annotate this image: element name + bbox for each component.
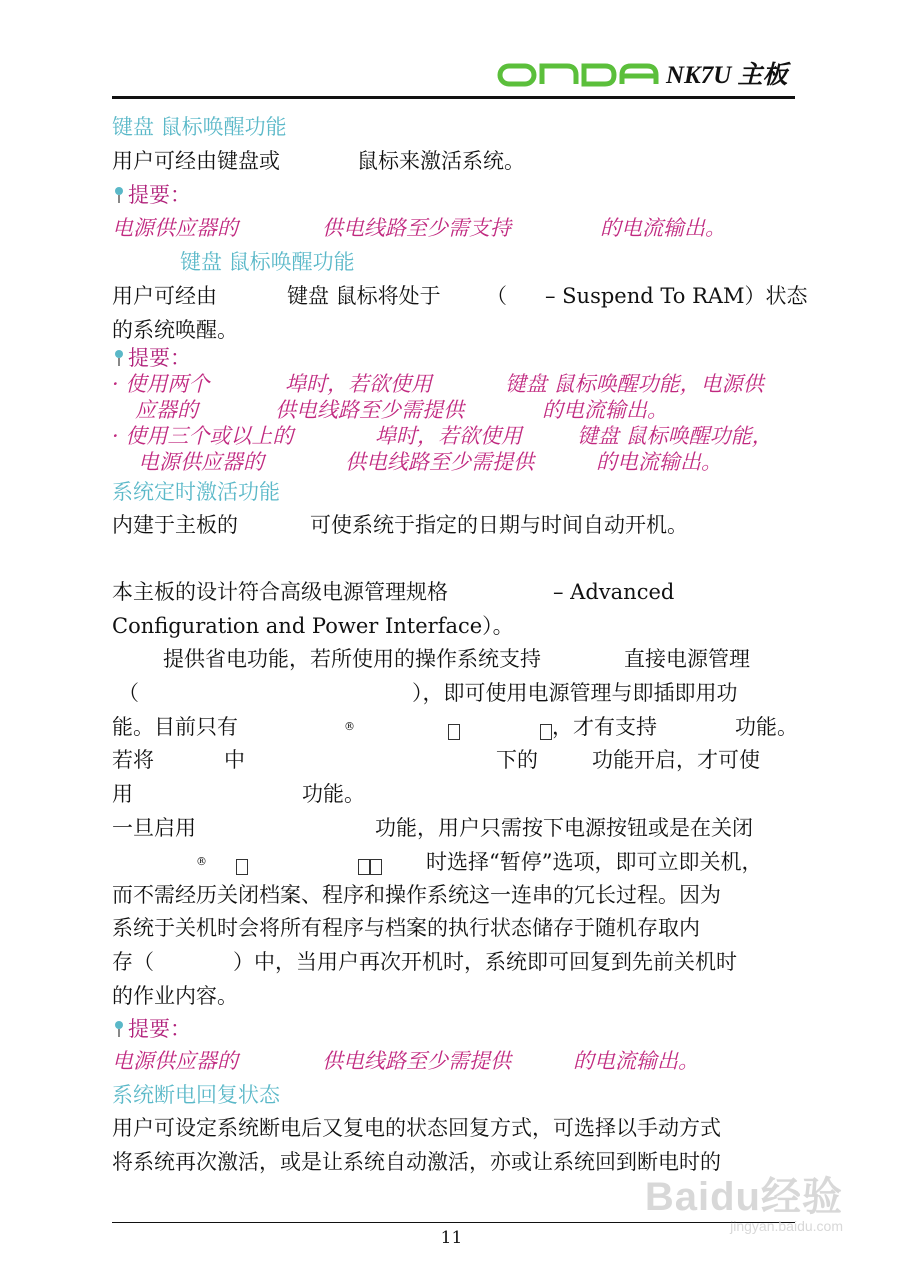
model-title: NK7U 主板	[666, 62, 788, 89]
body-text: 键盘 鼠标将处于	[287, 284, 441, 308]
section-heading: 键盘 鼠标唤醒功能	[180, 250, 355, 274]
registered-mark: ®	[196, 855, 207, 868]
note-text: 电源供应器的	[112, 1049, 238, 1073]
body-text: 直接电源管理	[624, 647, 750, 671]
note-text: 的电流输出。	[600, 216, 726, 240]
body-text: 若将	[112, 748, 154, 772]
body-text: 本主板的设计符合高级电源管理规格	[112, 580, 448, 604]
note-text: 键盘 鼠标唤醒功能，电源供	[505, 372, 764, 396]
note-text: 电源供应器的	[112, 216, 238, 240]
note-text: · 使用两个	[112, 372, 210, 396]
section-heading: 系统断电回复状态	[112, 1083, 280, 1107]
body-text: （	[486, 284, 507, 308]
note-text: · 使用三个或以上的	[112, 424, 294, 448]
note-text: 供电线路至少需提供	[275, 398, 464, 422]
pin-icon	[112, 349, 126, 367]
body-text: 一旦启用	[112, 816, 196, 840]
note-text: 的电流输出。	[596, 450, 722, 474]
body-text: （	[118, 681, 139, 705]
body-text: Configuration and Power Interface）。	[112, 614, 514, 638]
body-text: 下的	[496, 748, 538, 772]
note-text: 键盘 鼠标唤醒功能，	[577, 424, 773, 448]
body-text: 用户可设定系统断电后又复电的状态回复方式，可选择以手动方式	[112, 1116, 721, 1140]
body-text: ，才有支持	[552, 715, 657, 739]
body-text: 中	[224, 748, 245, 772]
note-label	[112, 180, 191, 210]
missing-glyph-box	[448, 719, 460, 749]
body-text: 能。目前只有	[112, 715, 238, 739]
body-text: 功能。	[735, 715, 798, 739]
note-text: 埠时，若欲使用	[375, 424, 522, 448]
note-text: 埠时，若欲使用	[285, 372, 432, 396]
body-text: 将系统再次激活，或是让系统自动激活，亦或让系统回到断电时的	[112, 1150, 721, 1174]
section-heading: 键盘 鼠标唤醒功能	[112, 115, 287, 139]
section-heading: 系统定时激活功能	[112, 480, 280, 504]
body-text: 提供省电功能，若所使用的操作系统支持	[163, 647, 541, 671]
body-text: – Advanced	[553, 580, 675, 604]
note-text: 电源供应器的	[138, 450, 264, 474]
body-text: 可使系统于指定的日期与时间自动开机。	[310, 513, 688, 537]
note-text: 供电线路至少需支持	[322, 216, 511, 240]
body-text: 系统于关机时会将所有程序与档案的执行状态储存于随机存取内	[112, 916, 700, 940]
body-text: 用户可经由	[112, 284, 217, 308]
registered-mark: ®	[344, 720, 355, 733]
body-text: 存（	[112, 950, 154, 974]
body-text: 的作业内容。	[112, 984, 238, 1008]
body-text: 而不需经历关闭档案、程序和操作系统这一连串的冗长过程。因为	[112, 883, 721, 907]
note-label-text: 提要：	[128, 346, 191, 370]
body-text: 时选择“暂停”选项，即可立即关机，	[426, 850, 763, 874]
body-text: ）中，当用户再次开机时，系统即可回复到先前关机时	[233, 950, 737, 974]
body-text: 功能开启，才可使	[592, 748, 760, 772]
body-text: 功能，用户只需按下电源按钮或是在关闭	[375, 816, 753, 840]
body-text: 用	[112, 782, 133, 806]
missing-glyph-box	[540, 719, 552, 749]
body-text: 功能。	[302, 782, 365, 806]
body-text: 内建于主板的	[112, 513, 238, 537]
note-text: 的电流输出。	[573, 1049, 699, 1073]
watermark-brand: Baidu经验	[644, 1175, 843, 1219]
body-text: 用户可经由键盘或	[112, 149, 280, 173]
note-label-text: 提要：	[128, 183, 191, 207]
note-text: 供电线路至少需提供	[322, 1049, 511, 1073]
note-text: 的电流输出。	[542, 398, 668, 422]
body-text: ），即可使用电源管理与即插即用功	[412, 681, 738, 705]
header-rule	[112, 96, 795, 99]
body-text: 鼠标来激活系统。	[357, 149, 525, 173]
watermark-url: jingyan.baidu.com	[730, 1218, 843, 1234]
note-text: 应器的	[135, 398, 198, 422]
onda-logo	[497, 62, 659, 88]
pin-icon	[112, 186, 126, 204]
page-number: 11	[440, 1228, 463, 1248]
baidu-watermark	[645, 1165, 843, 1234]
pin-icon	[112, 1020, 126, 1038]
body-text: – Suspend To RAM）状态	[545, 284, 808, 308]
note-text: 供电线路至少需提供	[345, 450, 534, 474]
note-label	[112, 1014, 191, 1044]
note-label-text: 提要：	[128, 1017, 191, 1041]
body-text: 的系统唤醒。	[112, 318, 238, 342]
